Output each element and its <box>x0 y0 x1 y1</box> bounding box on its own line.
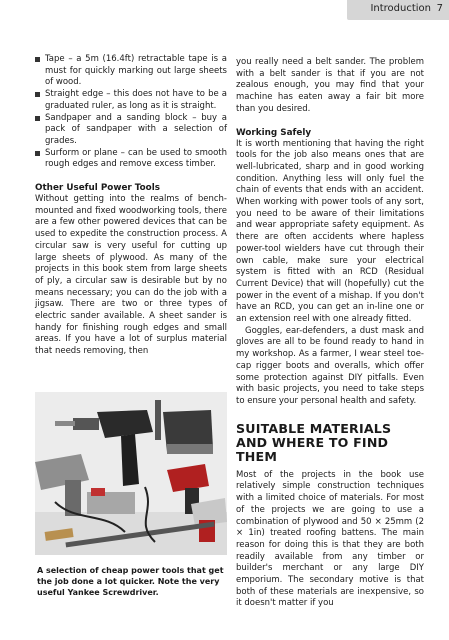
list-item: Straight edge – this does not have to be a graduated ruler, as long as it is straight. <box>35 89 227 112</box>
subheading-working-safely: Working Safely <box>236 127 312 138</box>
left-column <box>35 54 227 358</box>
section-title: Introduction <box>370 3 431 14</box>
paragraph: Goggles, ear-defenders, a dust mask and gloves are all to be found ready to hand in my workshop. As a farmer, I wear steel toe-cap rigger boots and overalls, which offer some protection against DIY pitfalls. Even with basic projects, you need to take steps to ensure your personal health and safety. <box>236 325 424 406</box>
list-item: Surform or plane – can be used to smooth rough edges and remove excess timber. <box>35 148 227 171</box>
page-header <box>0 0 449 22</box>
list-item: Tape – a 5m (16.4ft) retractable tape is a must for quickly marking out large sheets of wood. <box>35 54 227 89</box>
photo-illustration <box>35 392 227 555</box>
subheading-power-tools: Other Useful Power Tools <box>35 183 160 194</box>
right-column <box>236 57 424 610</box>
bullet-square-icon <box>35 116 40 121</box>
paragraph: Most of the projects in the book use relatively simple construction techniques with a limited choice of materials. For most of the projects we are going to use a combination of plywood and 50 × 25mm (2 × 1in) treated roofing battens. The main reason for doing this is that they are both readily available from any timber or builder's merchant or any large DIY emporium. The secondary motive is that both of these materials are inexpensive, so it doesn't matter if you <box>236 469 424 609</box>
power-tools-photo <box>35 392 227 555</box>
bullet-square-icon <box>35 57 40 62</box>
paragraph: you really need a belt sander. The problem with a belt sander is that if you are not zealous enough, you may find that your machine has eaten away a fair bit more than you desired. <box>236 57 424 114</box>
paragraph: Without getting into the realms of bench-mounted and fixed woodworking tools, there are a few other powered devices that can be used to expedite the construction process. A circular saw is very useful for cutting up large sheets of plywood. As many of the projects in this book stem from large sheets of ply, a circular saw is desirable but by no means necessary; you can do the job with a jigsaw. There are two or three types of electric sander available. A sheet sander is handy for finishing rough edges and small areas. If you have a lot of surplus material that needs removing, then <box>35 194 227 357</box>
bullet-square-icon <box>35 151 40 156</box>
tool-list <box>35 54 227 171</box>
list-item: Sandpaper and a sanding block – buy a pack of sandpaper with a selection of grades. <box>35 113 227 148</box>
bullet-square-icon <box>35 92 40 97</box>
photo-caption: A selection of cheap power tools that get the job done a lot quicker. Note the very useful Yankee Screwdriver. <box>37 566 224 597</box>
paragraph: It is worth mentioning that having the right tools for the job also means ones that are well-lubricated, sharp and in good working condition. Anything less will only fuel the chain of events that ends with an accident. When working with power tools of any sort, you need to be aware of their limitations and wear appropriate safety equipment. As there are often accidents where hapless power-tool wielders have cut through their own cable, make sure your electrical system is fitted with an RCD (Residual Current Device) that will (hopefully) cut the power in the event of a mishap. If you don't have an RCD, you can get an in-line one or an extension reel with one already fitted. <box>236 138 424 325</box>
section-heading-materials: SUITABLE MATERIALS AND WHERE TO FIND THEM <box>236 420 392 464</box>
page-number: 7 <box>436 3 443 14</box>
